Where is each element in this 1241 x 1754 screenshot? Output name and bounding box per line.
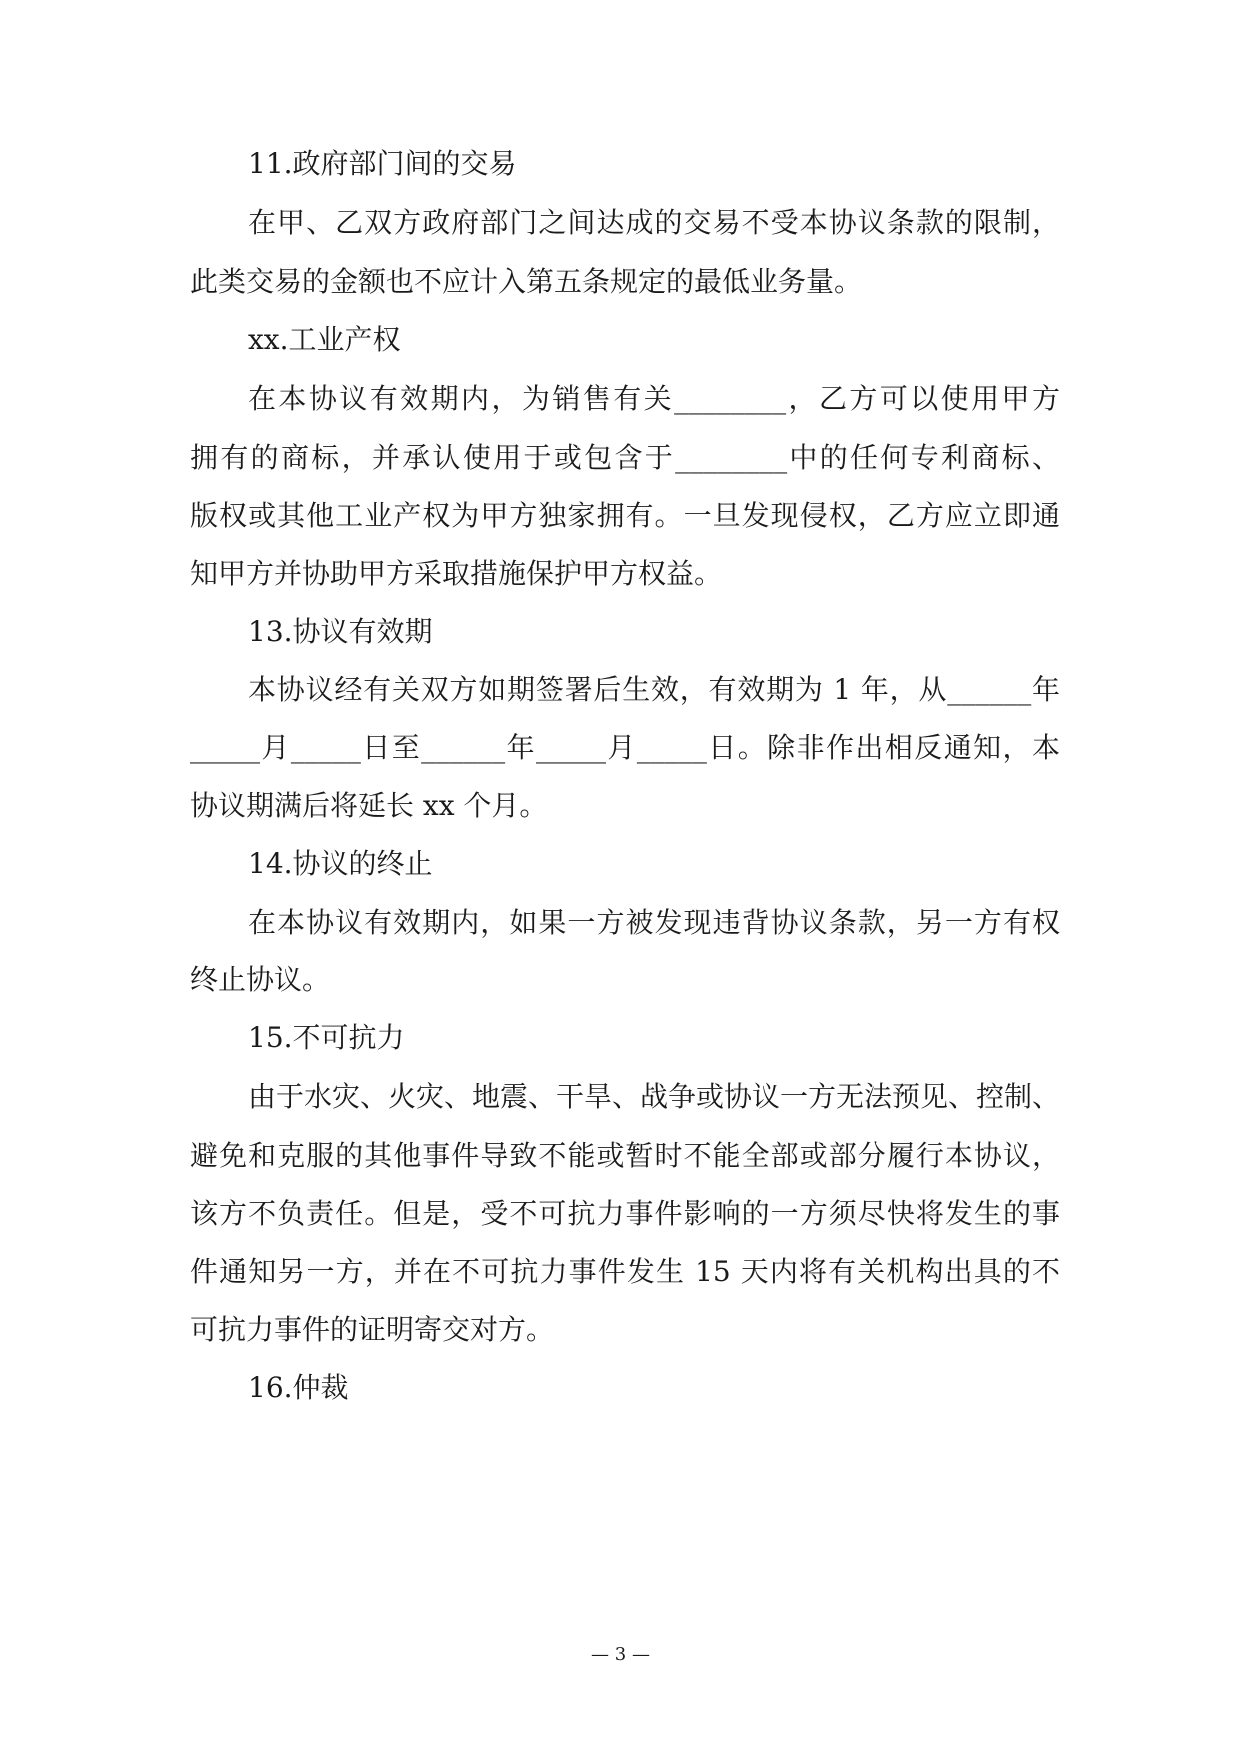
section-15-paragraph-line: 由于水灾、火灾、地震、干旱、战争或协议一方无法预见、控制、 [248,1080,1060,1113]
section-13-paragraph-line: 本协议经有关双方如期签署后生效，有效期为 1 年，从______年 [248,673,1060,706]
section-16-heading: 16.仲裁 [248,1371,349,1404]
section-13-paragraph-line: 协议期满后将延长 xx 个月。 [190,789,548,822]
section-13-heading: 13.协议有效期 [248,615,433,648]
section-15-paragraph-line: 该方不负责任。但是，受不可抗力事件影响的一方须尽快将发生的事 [190,1197,1060,1230]
section-14-paragraph-line: 终止协议。 [190,963,331,996]
section-11-paragraph-line: 在甲、乙双方政府部门之间达成的交易不受本协议条款的限制， [248,206,1060,239]
section-14-heading: 14.协议的终止 [248,847,433,880]
section-13-paragraph-line: _____月_____日至______年_____月_____日。除非作出相反通知，本 [190,731,1060,764]
section-14-paragraph-line: 在本协议有效期内，如果一方被发现违背协议条款，另一方有权 [248,906,1060,939]
section-15-paragraph-line: 可抗力事件的证明寄交对方。 [190,1313,555,1346]
section-15-paragraph-line: 避免和克服的其他事件导致不能或暂时不能全部或部分履行本协议， [190,1139,1060,1172]
section-11-heading: 11.政府部门间的交易 [248,147,517,180]
section-12-paragraph-line: 在本协议有效期内，为销售有关________，乙方可以使用甲方 [248,382,1060,415]
section-12-paragraph-line: 拥有的商标，并承认使用于或包含于________中的任何专利商标、 [190,441,1060,474]
section-11-paragraph-line: 此类交易的金额也不应计入第五条规定的最低业务量。 [190,265,863,298]
section-15-heading: 15.不可抗力 [248,1021,405,1054]
page-number: — 3 — [591,1644,650,1665]
section-12-heading: xx.工业产权 [248,323,401,356]
section-15-paragraph-line: 件通知另一方，并在不可抗力事件发生 15 天内将有关机构出具的不 [190,1255,1060,1288]
section-12-paragraph-line: 知甲方并协助甲方采取措施保护甲方权益。 [190,557,723,590]
section-12-paragraph-line: 版权或其他工业产权为甲方独家拥有。一旦发现侵权，乙方应立即通 [190,499,1060,532]
